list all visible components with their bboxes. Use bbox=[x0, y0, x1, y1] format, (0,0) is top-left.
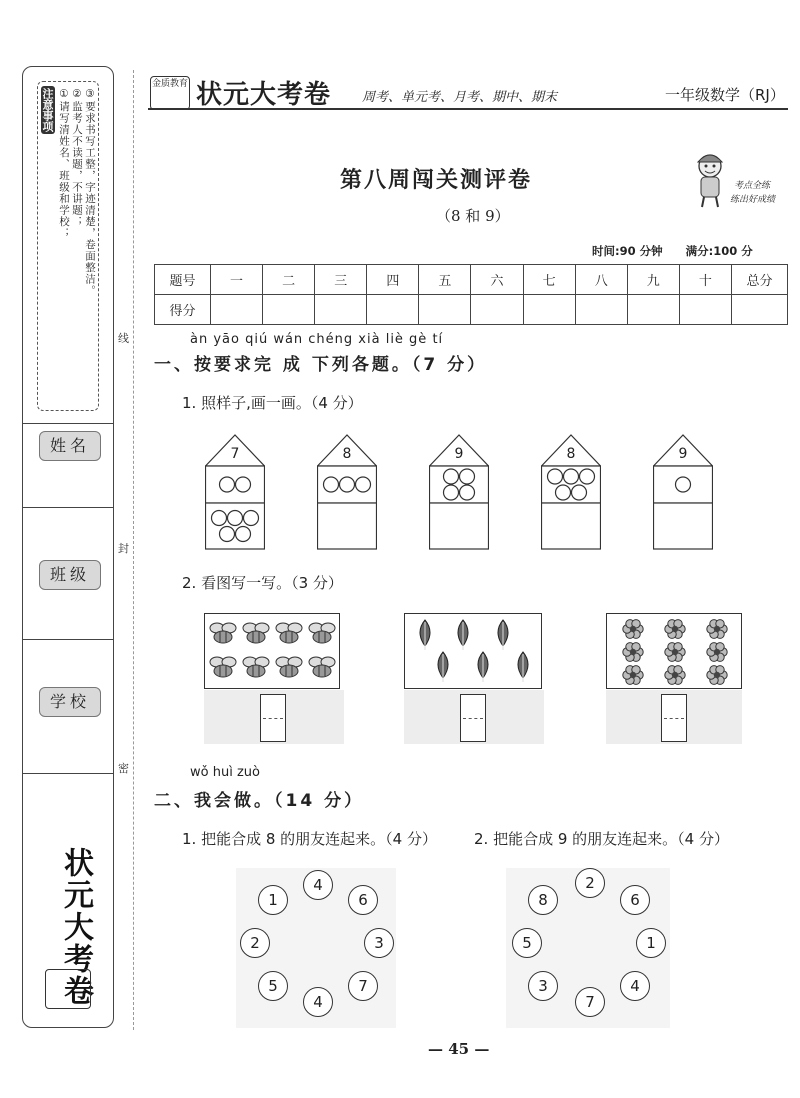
score-cell: 一 bbox=[211, 265, 263, 295]
class-field[interactable]: 班级 bbox=[39, 560, 101, 590]
notice-heading: 注意事项 bbox=[41, 88, 54, 132]
number-circle[interactable]: 7 bbox=[575, 987, 605, 1017]
score-cell: 三 bbox=[315, 265, 367, 295]
score-cell: 题号 bbox=[155, 265, 211, 295]
leaf-icon bbox=[518, 652, 528, 682]
bee-icon bbox=[210, 657, 236, 677]
answer-box[interactable] bbox=[260, 694, 286, 742]
mascot-line1: 考点全练 bbox=[734, 181, 771, 191]
time-info: 时间:90 分钟 满分:100 分 bbox=[592, 244, 753, 258]
bee-icon bbox=[243, 657, 269, 677]
page-subtitle: （8 和 9） bbox=[436, 207, 510, 225]
leaf-icon bbox=[478, 652, 488, 682]
count-circle bbox=[212, 511, 227, 526]
count-circle bbox=[220, 477, 235, 492]
count-circle bbox=[236, 477, 251, 492]
section2-q1: 1. 把能合成 8 的朋友连起来。（4 分） bbox=[182, 830, 437, 848]
score-table-header-row bbox=[155, 265, 788, 295]
leaf-icon bbox=[420, 620, 430, 650]
header-grade: 一年级数学（RJ） bbox=[665, 86, 785, 104]
flower-icon bbox=[623, 620, 643, 639]
picture-box-bees bbox=[204, 613, 340, 689]
picture-box-flowers bbox=[606, 613, 742, 689]
section2-q2: 2. 把能合成 9 的朋友连起来。（4 分） bbox=[474, 830, 729, 848]
section1-heading: 一、按要求完 成 下列各题。（7 分） bbox=[154, 355, 488, 375]
count-circle bbox=[220, 527, 235, 542]
section2-pinyin: wǒ huì zuò bbox=[190, 765, 260, 780]
leaf-icon bbox=[438, 652, 448, 682]
mascot-icon bbox=[690, 150, 730, 208]
score-input[interactable] bbox=[575, 295, 627, 325]
score-input[interactable] bbox=[367, 295, 419, 325]
cut-label-seal: 封 bbox=[118, 542, 129, 555]
mascot-line2: 练出好成绩 bbox=[730, 195, 776, 205]
flower-icon bbox=[665, 620, 685, 639]
margin-logo-icon bbox=[45, 969, 91, 1009]
bee-icon bbox=[243, 623, 269, 643]
number-circle[interactable]: 2 bbox=[240, 928, 270, 958]
page-title: 第八周闯关测评卷 bbox=[340, 168, 533, 193]
school-field[interactable]: 学校 bbox=[39, 687, 101, 717]
number-circle[interactable]: 3 bbox=[528, 971, 558, 1001]
score-cell: 七 bbox=[523, 265, 575, 295]
score-cell: 五 bbox=[419, 265, 471, 295]
house-number: 9 bbox=[454, 446, 464, 462]
score-input[interactable] bbox=[523, 295, 575, 325]
count-circle bbox=[556, 485, 571, 500]
flower-icon bbox=[665, 666, 685, 685]
count-circle bbox=[228, 511, 243, 526]
score-row-label: 得分 bbox=[155, 295, 211, 325]
picture-box-leaves bbox=[404, 613, 542, 689]
section1-pinyin: àn yāo qiú wán chéng xià liè gè tí bbox=[190, 332, 444, 347]
house-number: 8 bbox=[342, 446, 352, 462]
flower-icon bbox=[707, 643, 727, 662]
page-number: — 45 — bbox=[428, 1040, 490, 1058]
house-figure bbox=[205, 434, 265, 550]
header-rule bbox=[148, 108, 788, 110]
count-circle bbox=[564, 469, 579, 484]
section1-q2: 2. 看图写一写。（3 分） bbox=[182, 574, 343, 592]
bee-icon bbox=[309, 657, 335, 677]
flower-icon bbox=[707, 620, 727, 639]
score-input[interactable] bbox=[627, 295, 679, 325]
score-input[interactable] bbox=[419, 295, 471, 325]
number-circle[interactable]: 6 bbox=[620, 885, 650, 915]
notice-box bbox=[37, 81, 99, 411]
flower-icon bbox=[623, 666, 643, 685]
answer-box[interactable] bbox=[661, 694, 687, 742]
count-circle bbox=[444, 485, 459, 500]
number-circle[interactable]: 4 bbox=[303, 987, 333, 1017]
score-cell: 四 bbox=[367, 265, 419, 295]
bee-icon bbox=[276, 657, 302, 677]
cut-label-line: 线 bbox=[118, 332, 129, 345]
margin-brand: 状元大考卷 bbox=[58, 847, 93, 1007]
score-input[interactable] bbox=[315, 295, 367, 325]
number-circle[interactable]: 4 bbox=[620, 971, 650, 1001]
answer-box[interactable] bbox=[460, 694, 486, 742]
score-input[interactable] bbox=[471, 295, 523, 325]
flower-icon bbox=[707, 666, 727, 685]
notice-line: ③要求书写工整，字迹清楚，卷面整洁。 bbox=[84, 88, 96, 297]
score-input[interactable] bbox=[263, 295, 315, 325]
number-circle[interactable]: 2 bbox=[575, 868, 605, 898]
name-field[interactable]: 姓名 bbox=[39, 431, 101, 461]
house-figure bbox=[541, 434, 601, 550]
binding-margin-panel bbox=[22, 66, 114, 1028]
section1-q1: 1. 照样子,画一画。（4 分） bbox=[182, 394, 363, 412]
score-cell: 总分 bbox=[732, 265, 788, 295]
bee-icon bbox=[309, 623, 335, 643]
publisher-logo-text: 金质教育 bbox=[151, 79, 188, 89]
number-circle[interactable]: 1 bbox=[258, 885, 288, 915]
number-circle[interactable]: 6 bbox=[348, 885, 378, 915]
count-circle bbox=[572, 485, 587, 500]
score-cell: 八 bbox=[575, 265, 627, 295]
flower-icon bbox=[665, 643, 685, 662]
bee-icon bbox=[210, 623, 236, 643]
count-circle bbox=[460, 469, 475, 484]
flower-icon bbox=[623, 643, 643, 662]
house-figure bbox=[429, 434, 489, 550]
score-table bbox=[154, 264, 788, 325]
count-circle bbox=[460, 485, 475, 500]
mascot bbox=[690, 150, 790, 210]
publisher-logo-icon bbox=[150, 76, 190, 110]
count-circle bbox=[444, 469, 459, 484]
notice-line: ②监考人不读题，不讲题； bbox=[71, 88, 83, 228]
score-cell: 六 bbox=[471, 265, 523, 295]
count-circle bbox=[676, 477, 691, 492]
count-circle bbox=[580, 469, 595, 484]
count-circle bbox=[548, 469, 563, 484]
house-figure bbox=[653, 434, 713, 550]
section2-heading: 二、我会做。（14 分） bbox=[154, 791, 365, 811]
house-number: 8 bbox=[566, 446, 576, 462]
leaf-icon bbox=[498, 620, 508, 650]
score-table-score-row bbox=[155, 295, 788, 325]
count-circle bbox=[236, 527, 251, 542]
cut-line bbox=[133, 70, 134, 1030]
notice-line: ①请写清姓名、班级和学校； bbox=[58, 88, 70, 239]
header-brand: 状元大考卷 bbox=[196, 80, 332, 110]
number-circle[interactable]: 8 bbox=[528, 885, 558, 915]
count-circle bbox=[244, 511, 259, 526]
number-circle[interactable]: 4 bbox=[303, 870, 333, 900]
score-input[interactable] bbox=[679, 295, 731, 325]
house-number: 7 bbox=[230, 446, 240, 462]
header-subtitle: 周考、单元考、月考、期中、期末 bbox=[362, 90, 558, 105]
score-input[interactable] bbox=[211, 295, 263, 325]
score-cell: 九 bbox=[627, 265, 679, 295]
score-cell: 十 bbox=[679, 265, 731, 295]
score-cell: 二 bbox=[263, 265, 315, 295]
number-circle[interactable]: 3 bbox=[364, 928, 394, 958]
number-circle[interactable]: 5 bbox=[512, 928, 542, 958]
count-circle bbox=[356, 477, 371, 492]
bee-icon bbox=[276, 623, 302, 643]
count-circle bbox=[340, 477, 355, 492]
house-figure bbox=[317, 434, 377, 550]
score-input[interactable] bbox=[732, 295, 788, 325]
number-circle[interactable]: 1 bbox=[636, 928, 666, 958]
number-circle[interactable]: 7 bbox=[348, 971, 378, 1001]
house-number: 9 bbox=[678, 446, 688, 462]
leaf-icon bbox=[458, 620, 468, 650]
number-circle[interactable]: 5 bbox=[258, 971, 288, 1001]
count-circle bbox=[324, 477, 339, 492]
cut-label-secret: 密 bbox=[118, 762, 129, 775]
